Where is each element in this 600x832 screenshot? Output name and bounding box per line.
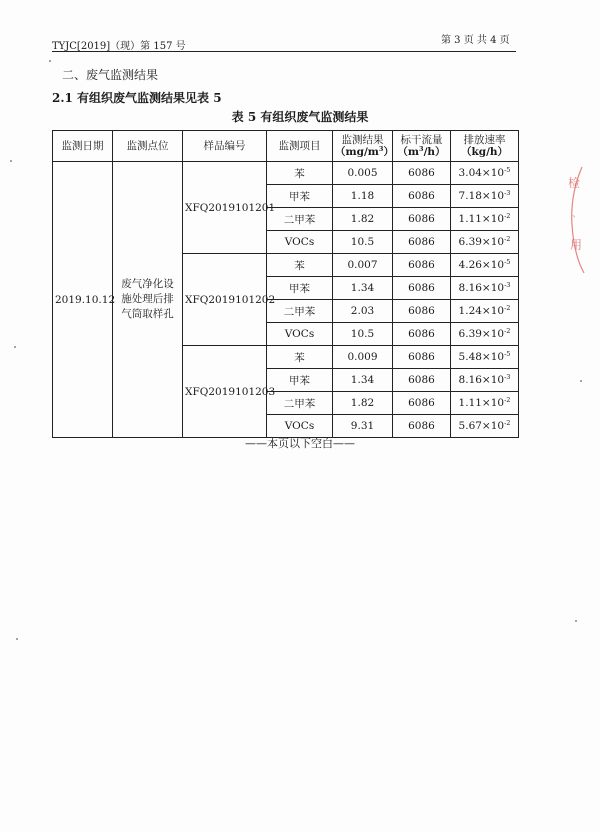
cell-flow: 6086 (393, 346, 451, 369)
scan-speck (575, 620, 577, 622)
header-flow-label: 标干流量 (400, 134, 443, 146)
cell-rate: $8.16\times 10^{-3}$ (451, 369, 519, 392)
scan-speck (580, 380, 582, 382)
header-result (333, 131, 393, 162)
scan-speck (49, 60, 51, 62)
header-rate-label: 排放速率 (463, 134, 506, 146)
cell-point: 废气净化设施处理后排气筒取样孔 (113, 162, 183, 438)
cell-item: VOCs (267, 415, 333, 438)
cell-item: 二甲苯 (267, 208, 333, 231)
section-title: 二、废气监测结果 (62, 68, 159, 82)
cell-rate: $4.26\times 10^{-5}$ (451, 254, 519, 277)
cell-flow: 6086 (393, 231, 451, 254)
header-divider (52, 51, 516, 52)
cell-rate: $5.67\times 10^{-2}$ (451, 415, 519, 438)
header-item: 监测项目 (267, 131, 333, 162)
header-point: 监测点位 (113, 131, 183, 162)
cell-flow: 6086 (393, 323, 451, 346)
cell-result: 1.18 (333, 185, 393, 208)
cell-sample-no: XFQ2019101202 (183, 254, 267, 346)
red-seal-stamp (562, 165, 590, 275)
cell-result: 0.007 (333, 254, 393, 277)
svg-text:检: 检 (568, 176, 581, 190)
header-sample: 样品编号 (183, 131, 267, 162)
cell-item: VOCs (267, 231, 333, 254)
header-result-label: 监测结果 (341, 134, 384, 146)
cell-item: 苯 (267, 254, 333, 277)
cell-rate: $7.18\times 10^{-3}$ (451, 185, 519, 208)
cell-flow: 6086 (393, 415, 451, 438)
cell-item: 甲苯 (267, 185, 333, 208)
header-flow-unit: $(m^3/h)$ (397, 145, 446, 158)
cell-item: 二甲苯 (267, 300, 333, 323)
report-number: TYJC[2019]（现）第 157 号 (52, 41, 186, 52)
header-result-unit: $(mg/m^3)$ (335, 145, 394, 158)
header-rate-unit: （kg/h） (460, 146, 509, 158)
cell-rate: $3.04\times 10^{-5}$ (451, 162, 519, 185)
cell-flow: 6086 (393, 162, 451, 185)
cell-flow: 6086 (393, 208, 451, 231)
cell-result: 9.31 (333, 415, 393, 438)
cell-result: 10.5 (333, 231, 393, 254)
cell-rate: $5.48\times 10^{-5}$ (451, 346, 519, 369)
cell-item: 甲苯 (267, 277, 333, 300)
cell-item: VOCs (267, 323, 333, 346)
scan-speck (16, 638, 18, 640)
page-info: 第 3 页 共 4 页 (441, 35, 510, 46)
cell-item: 二甲苯 (267, 392, 333, 415)
cell-item: 苯 (267, 162, 333, 185)
svg-text:、: 、 (572, 209, 582, 220)
header-date: 监测日期 (53, 131, 113, 162)
cell-rate: $1.11\times 10^{-2}$ (451, 208, 519, 231)
cell-rate: $8.16\times 10^{-3}$ (451, 277, 519, 300)
cell-item: 甲苯 (267, 369, 333, 392)
cell-rate: $1.11\times 10^{-2}$ (451, 392, 519, 415)
cell-result: 1.34 (333, 277, 393, 300)
subsection-title: 2.1 有组织废气监测结果见表 5 (52, 91, 222, 105)
cell-flow: 6086 (393, 369, 451, 392)
cell-result: 1.82 (333, 208, 393, 231)
cell-flow: 6086 (393, 392, 451, 415)
end-of-page-note: ——本页以下空白—— (245, 437, 355, 450)
emission-results-table (52, 130, 519, 438)
table-header-row (53, 131, 519, 162)
cell-sample-no: XFQ2019101201 (183, 162, 267, 254)
cell-result: 10.5 (333, 323, 393, 346)
cell-rate: $6.39\times 10^{-2}$ (451, 231, 519, 254)
cell-result: 2.03 (333, 300, 393, 323)
cell-flow: 6086 (393, 277, 451, 300)
cell-result: 1.82 (333, 392, 393, 415)
header-rate (451, 131, 519, 162)
scan-speck (14, 346, 16, 348)
svg-text:用: 用 (570, 238, 583, 252)
cell-sample-no: XFQ2019101203 (183, 346, 267, 438)
cell-rate: $1.24\times 10^{-2}$ (451, 300, 519, 323)
cell-item: 苯 (267, 346, 333, 369)
table-row (53, 162, 519, 185)
cell-flow: 6086 (393, 185, 451, 208)
scan-speck (10, 160, 12, 162)
cell-date: 2019.10.12 (53, 162, 113, 438)
cell-result: 1.34 (333, 369, 393, 392)
cell-flow: 6086 (393, 254, 451, 277)
table-caption: 表 5 有组织废气监测结果 (231, 110, 369, 124)
cell-result: 0.005 (333, 162, 393, 185)
header-flow (393, 131, 451, 162)
cell-result: 0.009 (333, 346, 393, 369)
cell-rate: $6.39\times 10^{-2}$ (451, 323, 519, 346)
cell-flow: 6086 (393, 300, 451, 323)
